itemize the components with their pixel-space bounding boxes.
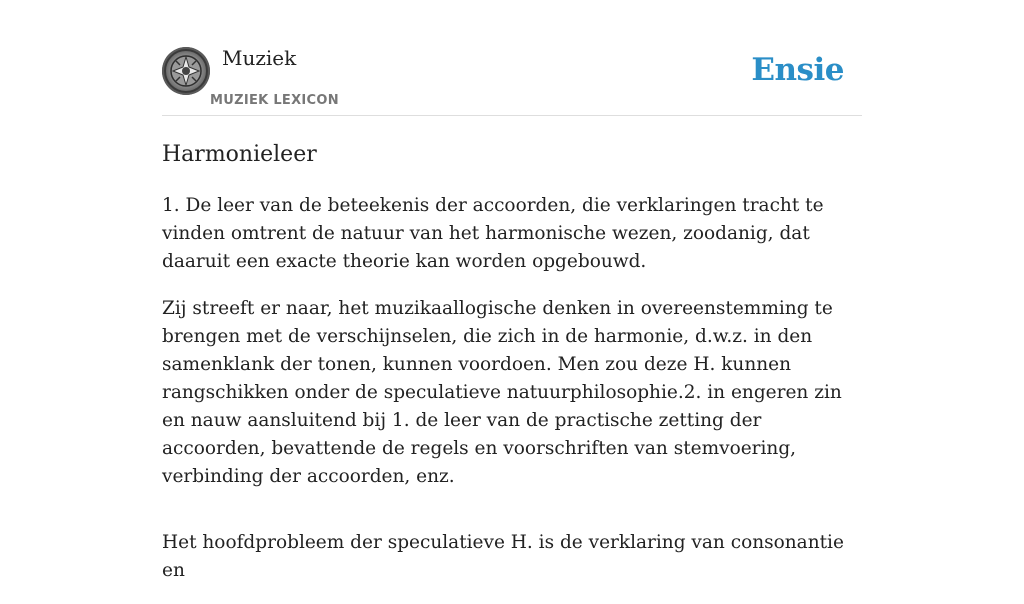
article-paragraph-3: Het hoofdprobleem der speculatieve H. is de verklaring van consonantie en — [162, 532, 844, 581]
category-subtitle: MUZIEK LEXICON — [210, 93, 339, 108]
article-body — [162, 192, 862, 604]
category-link[interactable]: Muziek — [222, 46, 297, 70]
page — [162, 0, 862, 581]
article-paragraph-2: Zij streeft er naar, het muzikaallogische denken in overeenstemming te brengen met de verschijnselen, die zich in de harmonie, d.w.z. in den samenklank der tonen, kunnen voordoen. Men zou deze H. kunnen rangschikken onder de speculatieve natuurphilosophie.2. in engeren zin en nauw aansluitend bij 1. de leer van de practische zetting der accoorden, bevattende de regels en voorschriften van stemvoering, verbinding der accoorden, enz. — [162, 298, 842, 487]
category-emblem-icon[interactable] — [162, 47, 210, 95]
article-title: Harmonieleer — [162, 142, 317, 167]
brand-logo[interactable]: Ensie — [751, 52, 844, 88]
header — [162, 0, 862, 116]
article-paragraph-1: 1. De leer van de beteekenis der accoorden, die verklaringen tracht te vinden omtrent de natuur van het harmonische wezen, zoodanig, dat daaruit een exacte theorie kan worden opgebouwd. — [162, 195, 824, 272]
